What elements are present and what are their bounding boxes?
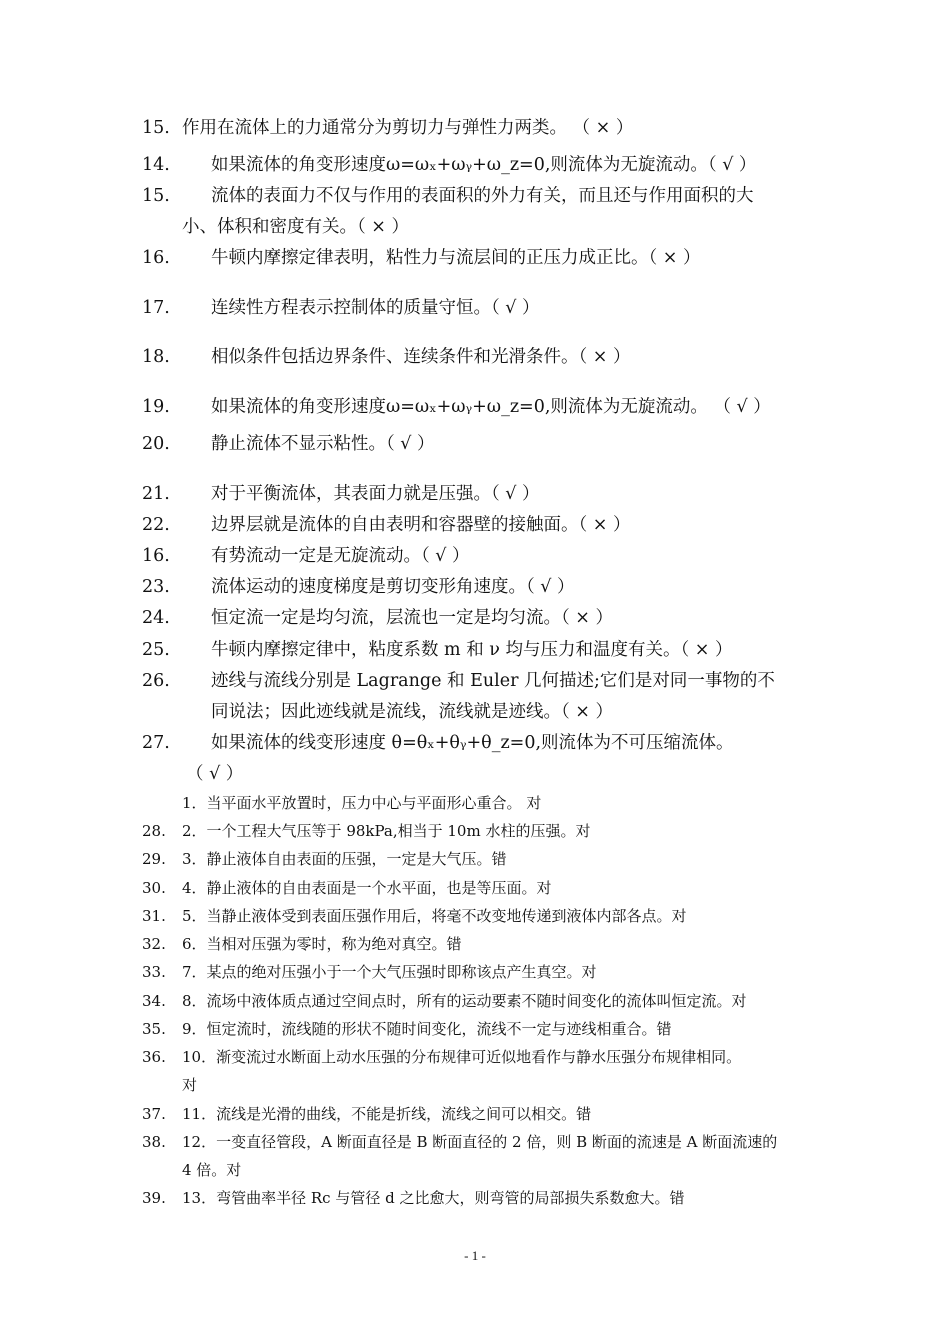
question-text: 如果流体的角变形速度ω=ωₓ+ωᵧ+ω_z=0,则流体为无旋流动。 （ √ ）: [211, 397, 771, 417]
question-number: 39.: [142, 1189, 166, 1207]
question-number: 25.: [142, 640, 170, 660]
question-text: 9．恒定流时，流线随的形状不随时间变化，流线不一定与迹线相重合。错: [182, 1020, 672, 1038]
question-text: 边界层就是流体的自由表明和容器壁的接触面。（ × ）: [211, 515, 631, 535]
question-number: 24.: [142, 608, 170, 628]
question-number: 27.: [142, 733, 170, 753]
question-text: 流体的表面力不仅与作用的表面积的外力有关，而且还与作用面积的大: [211, 186, 754, 206]
question-text-continued: 4 倍。对: [182, 1161, 242, 1179]
question-number: 21.: [142, 484, 170, 504]
question-number: 31.: [142, 907, 166, 925]
question-text: 5．当静止液体受到表面压强作用后，将毫不改变地传递到液体内部各点。对: [182, 907, 687, 925]
question-number: 18.: [142, 347, 170, 367]
question-number: 15.: [142, 118, 170, 138]
question-number: 30.: [142, 879, 166, 897]
question-number: 34.: [142, 992, 166, 1010]
question-number: 28.: [142, 822, 166, 840]
question-number: 35.: [142, 1020, 166, 1038]
question-number: 33.: [142, 963, 166, 981]
question-text: 6．当相对压强为零时，称为绝对真空。错: [182, 935, 462, 953]
question-text: 牛顿内摩擦定律中，粘度系数 m 和 ν 均与压力和温度有关。（ × ）: [211, 640, 733, 660]
question-number: 22.: [142, 515, 170, 535]
question-text: 有势流动一定是无旋流动。（ √ ）: [211, 546, 470, 566]
question-number: 36.: [142, 1048, 166, 1066]
question-text: 11．流线是光滑的曲线，不能是折线，流线之间可以相交。错: [182, 1105, 592, 1123]
question-text: 8．流场中液体质点通过空间点时，所有的运动要素不随时间变化的流体叫恒定流。对: [182, 992, 747, 1010]
question-number: 17.: [142, 298, 170, 318]
question-text: 相似条件包括边界条件、连续条件和光滑条件。（ × ）: [211, 347, 631, 367]
question-text: 3．静止液体自由表面的压强，一定是大气压。错: [182, 850, 507, 868]
question-text: 12．一变直径管段，A 断面直径是 B 断面直径的 2 倍，则 B 断面的流速是 A 断面流速的: [182, 1133, 778, 1151]
question-number: 16.: [142, 248, 170, 268]
question-text: 1．当平面水平放置时，压力中心与平面形心重合。 对: [182, 794, 542, 812]
question-text: 2．一个工程大气压等于 98kPa,相当于 10m 水柱的压强。对: [182, 822, 591, 840]
question-text: 10．渐变流过水断面上动水压强的分布规律可近似地看作与静水压强分布规律相同。: [182, 1048, 742, 1066]
question-text: 如果流体的线变形速度 θ=θₓ+θᵧ+θ_z=0,则流体为不可压缩流体。: [211, 733, 734, 753]
question-text: 恒定流一定是均匀流，层流也一定是均匀流。（ × ）: [211, 608, 614, 628]
question-text-continued: （ √ ）: [186, 764, 244, 784]
question-text: 7．某点的绝对压强小于一个大气压强时即称该点产生真空。对: [182, 963, 597, 981]
page-number: - 1 -: [464, 1248, 486, 1263]
question-number: 16.: [142, 546, 170, 566]
question-text-continued: 小、体积和密度有关。（ × ）: [182, 217, 410, 237]
question-number: 23.: [142, 577, 170, 597]
question-text-continued: 同说法；因此迹线就是流线，流线就是迹线。（ × ）: [211, 702, 614, 722]
question-text: 作用在流体上的力通常分为剪切力与弹性力两类。 （ × ）: [182, 118, 634, 138]
question-text-continued: 对: [182, 1076, 198, 1094]
question-number: 26.: [142, 671, 170, 691]
question-number: 19.: [142, 397, 170, 417]
question-number: 20.: [142, 434, 170, 454]
question-text: 连续性方程表示控制体的质量守恒。（ √ ）: [211, 298, 540, 318]
question-text: 对于平衡流体，其表面力就是压强。（ √ ）: [211, 484, 540, 504]
question-text: 如果流体的角变形速度ω=ωₓ+ωᵧ+ω_z=0,则流体为无旋流动。（ √ ）: [211, 155, 757, 175]
question-text: 13．弯管曲率半径 Rc 与管径 d 之比愈大，则弯管的局部损失系数愈大。错: [182, 1189, 685, 1207]
question-text: 牛顿内摩擦定律表明，粘性力与流层间的正压力成正比。（ × ）: [211, 248, 701, 268]
question-number: 15.: [142, 186, 170, 206]
question-text: 流体运动的速度梯度是剪切变形角速度。（ √ ）: [211, 577, 575, 597]
question-text: 迹线与流线分别是 Lagrange 和 Euler 几何描述;它们是对同一事物的不: [211, 671, 775, 691]
question-number: 14.: [142, 155, 170, 175]
question-text: 4．静止液体的自由表面是一个水平面，也是等压面。对: [182, 879, 552, 897]
question-number: 37.: [142, 1105, 166, 1123]
question-number: 32.: [142, 935, 166, 953]
question-number: 38.: [142, 1133, 166, 1151]
question-text: 静止流体不显示粘性。（ √ ）: [211, 434, 435, 454]
question-number: 29.: [142, 850, 166, 868]
